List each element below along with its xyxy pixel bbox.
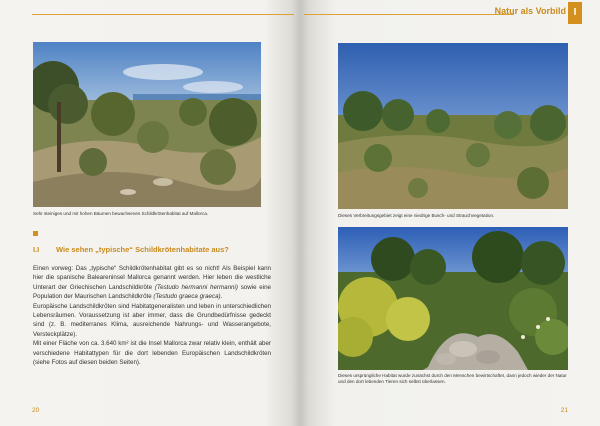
- section-title: Natur als Vorbild: [494, 6, 566, 16]
- paragraph-3: Mit einer Fläche von ca. 3.640 km² ist die Insel Mallorca zwar relativ klein, enthält aber verschiedene Habitattypen für die dort lebenden Europäischen Landschildkröten (siehe Fotos auf diesen beiden Seiten).: [33, 340, 271, 367]
- page-number: 21: [560, 407, 568, 414]
- photo-stony-habitat: [33, 42, 261, 207]
- section-marker: [33, 231, 38, 236]
- section-heading: Wie sehen „typische“ Schildkrötenhabitate aus?: [56, 245, 229, 254]
- right-page: [300, 0, 600, 426]
- photo-top-caption: Dieses Verbreitungsgebiet zeigt eine niedrige Busch- und Strauchvegetation.: [338, 213, 495, 218]
- photo-bottom-caption: Dieses ursprüngliche Habitat wurde zunächst durch den Menschen bewirtschaftet, dann jedoch wieder der Natur und den dort lebenden Tieren sich selbst überlassen.: [338, 373, 567, 384]
- paragraph-1: Einen vorweg: Das „typische“ Schildkrötenhabitat gibt es so nicht! Als Beispiel kann hier die spanische Baleareninsel Mallorca genannt werden. Hier leben die westliche Unterart der Griechischen Landschildkröte (Testudo hermanni hermanni) sowie eine Population der Maurischen Landschildkröte (Testudo graeca graeca).: [33, 265, 271, 301]
- photo-caption: Sehr steiniges und mit hohen Bäumen bewachsenes Schildkrötenhabitat auf Mallorca.: [33, 211, 209, 216]
- header-rule: [304, 14, 514, 15]
- paragraph-2: Europäische Landschildkröten sind Habitatgeneralisten und leben in unterschiedlichen Lebensräumen. Voraussetzung ist aber immer, dass die Grundbedürfnisse gedeckt sind (z. B. mediterranes Klima, ausreichende Nahrungs- und Wasserangebote, Versteckplätze).: [33, 302, 271, 338]
- section-number: I.I: [33, 245, 40, 254]
- page-number: 20: [32, 407, 40, 414]
- chapter-tab: I: [568, 2, 582, 24]
- photo-wild-habitat: [338, 227, 568, 370]
- header-rule: [32, 14, 294, 15]
- body-text: [33, 264, 271, 367]
- photo-shrub-habitat: [338, 43, 568, 209]
